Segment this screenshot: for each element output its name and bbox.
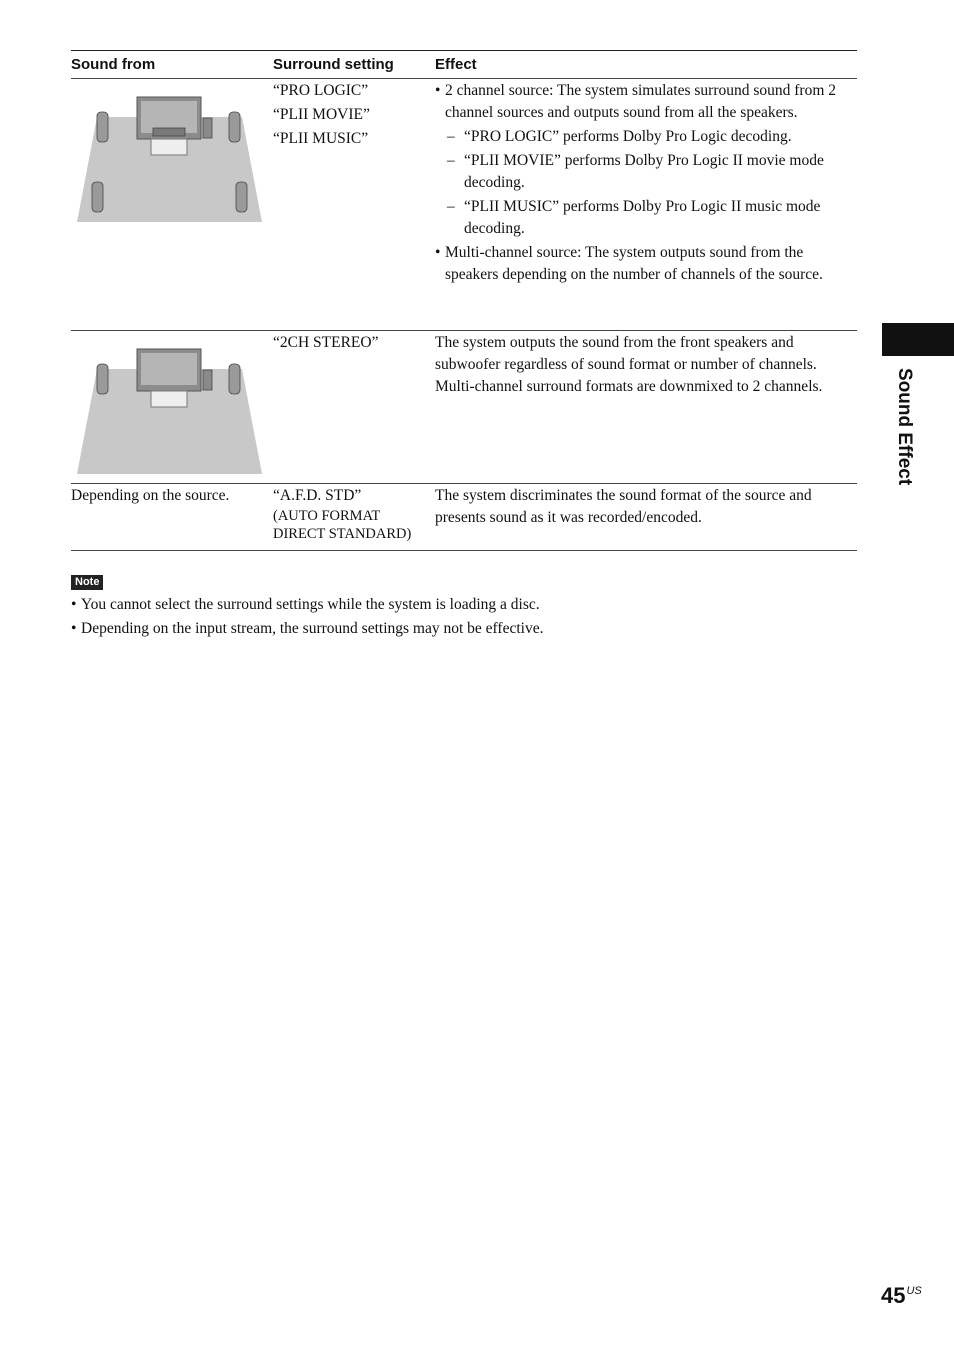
subwoofer-icon <box>203 370 212 390</box>
effect-cell <box>435 79 857 330</box>
front-right-speaker-icon <box>229 364 240 394</box>
setting-afd-detail: DIRECT STANDARD) <box>273 526 412 542</box>
tv-stand <box>151 391 187 407</box>
note-label: Note <box>71 575 103 590</box>
front-right-speaker-icon <box>229 112 240 142</box>
page-number-value: 45 <box>881 1283 906 1308</box>
note-list <box>71 593 851 641</box>
surround-right-speaker-icon <box>236 182 247 212</box>
two-speaker-diagram <box>77 346 263 474</box>
note-item: • You cannot select the surround settings while the system is loading a disc. <box>71 593 851 617</box>
tv-screen <box>141 353 197 385</box>
header-surround-setting: Surround setting <box>273 56 394 73</box>
setting-plii-movie: “PLII MOVIE” <box>273 106 370 123</box>
surround-setting-cell <box>273 484 435 550</box>
page-number-suffix: US <box>906 1285 922 1297</box>
surround-setting-cell <box>273 79 435 330</box>
setting-pro-logic: “PRO LOGIC” <box>273 82 369 99</box>
note-item: • Depending on the input stream, the surround settings may not be effective. <box>71 617 851 641</box>
setting-2ch-stereo: “2CH STEREO” <box>273 334 379 351</box>
tv-stand <box>151 139 187 155</box>
effect-dash-item: – “PLII MUSIC” performs Dolby Pro Logic II music mode decoding. <box>435 196 857 240</box>
header-sound-from: Sound from <box>71 56 156 73</box>
table-row <box>71 331 857 484</box>
subwoofer-icon <box>203 118 212 138</box>
sound-from-cell: Depending on the source. <box>71 487 230 504</box>
table-header <box>71 51 857 79</box>
effect-bullet: • Multi-channel source: The system outputs sound from the speakers depending on the number of channels of the source. <box>435 242 857 286</box>
surround-left-speaker-icon <box>92 182 103 212</box>
setting-afd-detail: (AUTO FORMAT <box>273 508 381 524</box>
setting-plii-music: “PLII MUSIC” <box>273 130 369 147</box>
section-tab-marker <box>882 323 954 356</box>
header-effect: Effect <box>435 56 477 73</box>
sound-from-cell <box>71 331 273 483</box>
effect-cell: The system outputs the sound from the front speakers and subwoofer regardless of sound format or number of channels. Multi-channel surround formats are downmixed to 2 channels. <box>435 334 823 395</box>
table-row <box>71 79 857 331</box>
effect-cell: The system discriminates the sound format of the source and presents sound as it was recorded/encoded. <box>435 487 812 526</box>
setting-afd-std: “A.F.D. STD” <box>273 487 362 504</box>
front-left-speaker-icon <box>97 364 108 394</box>
five-speaker-diagram <box>77 94 263 222</box>
effect-bullet: • 2 channel source: The system simulates surround sound from 2 channel sources and outputs sound from all the speakers. <box>435 80 857 124</box>
sound-from-cell <box>71 79 273 330</box>
surround-setting-cell <box>273 331 435 483</box>
effect-dash-item: – “PLII MOVIE” performs Dolby Pro Logic II movie mode decoding. <box>435 150 857 194</box>
table-row <box>71 484 857 550</box>
section-tab-label: Sound Effect <box>894 368 915 486</box>
center-speaker-icon <box>153 128 185 136</box>
effect-dash-item: – “PRO LOGIC” performs Dolby Pro Logic decoding. <box>435 126 857 148</box>
page-number <box>881 1283 922 1309</box>
front-left-speaker-icon <box>97 112 108 142</box>
surround-settings-table <box>71 50 857 551</box>
